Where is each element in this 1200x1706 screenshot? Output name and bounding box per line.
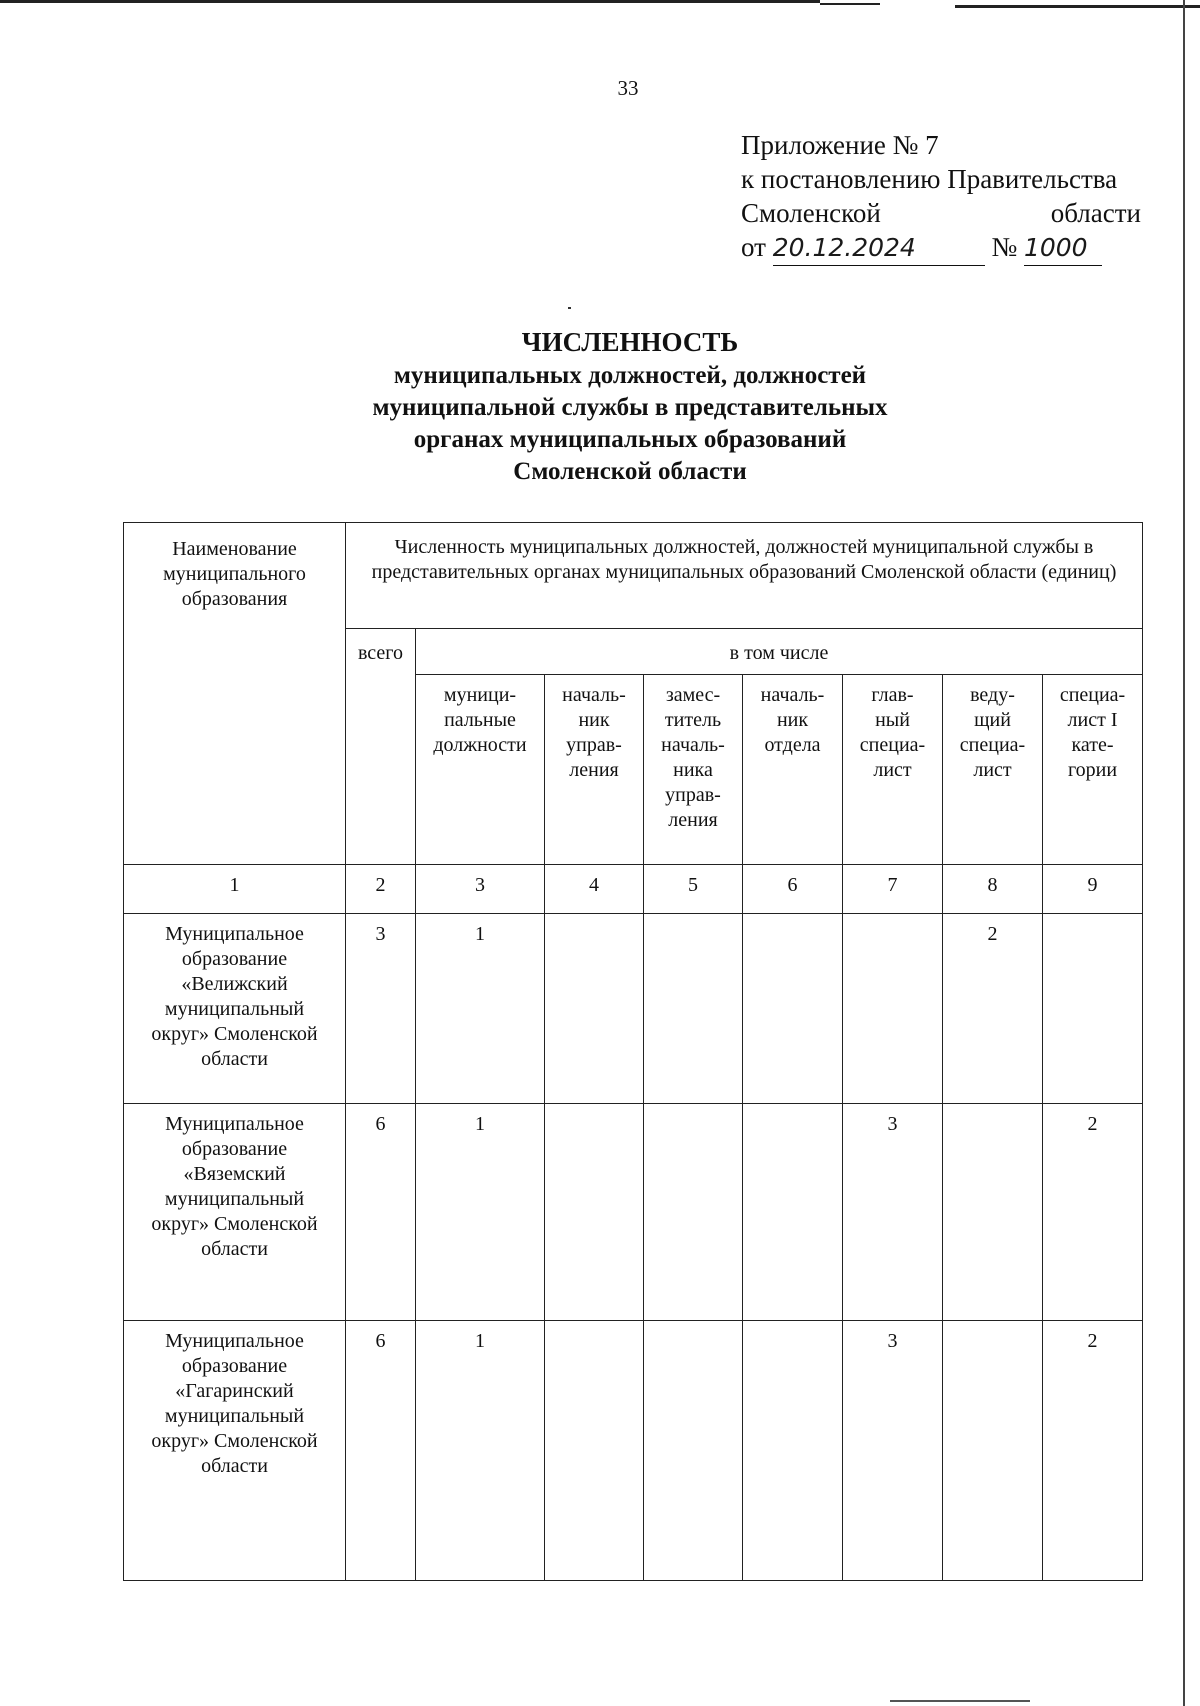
value-cell [644,914,743,1104]
value-cell [545,914,644,1104]
title-line-2: муниципальных должностей, должностей [393,362,867,389]
header-row-1 [124,523,1143,629]
scan-edge-top-right [955,5,1200,8]
column-number: 3 [416,865,545,914]
column-number: 1 [124,865,346,914]
appendix-oblast: области [1050,198,1141,228]
value-cell: 3 [843,1321,943,1581]
value-cell: 2 [943,914,1043,1104]
value-cell: 2 [1043,1104,1143,1321]
number-prefix: № [991,232,1018,262]
title-line-5: Смоленской области [513,458,747,485]
value-cell: 1 [416,1321,545,1581]
scan-edge-top-fragment [820,3,880,5]
header-sub-cell: началь- ник отдела [743,675,843,865]
document-title [250,326,1010,488]
column-number: 9 [1043,865,1143,914]
table-row [124,1321,1143,1581]
title-line-4: органах муниципальных образований [413,426,847,453]
column-number: 2 [346,865,416,914]
value-cell: 2 [1043,1321,1143,1581]
municipality-name: Муниципальное образование «Велижский муниципальный округ» Смоленской области [151,923,318,1070]
municipality-name-cell [124,914,346,1104]
column-number: 4 [545,865,644,914]
value-cell [943,1321,1043,1581]
page-number: 33 [617,76,639,100]
date-prefix: от [741,232,766,262]
value-cell: 6 [346,1321,416,1581]
column-number: 7 [843,865,943,914]
municipality-name: Муниципальное образование «Вяземский муниципальный округ» Смоленской области [151,1113,318,1260]
column-number-row [124,865,1143,914]
scan-edge-bottom-fragment [890,1700,1030,1702]
table-row [124,914,1143,1104]
handwritten-date: 20.12.2024 [773,231,985,266]
header-sub-cell: замес- титель началь- ника управ- ления [644,675,743,865]
value-cell: 1 [416,914,545,1104]
title-main: ЧИСЛЕННОСТЬ [521,327,739,357]
value-cell [743,1321,843,1581]
value-cell [743,914,843,1104]
header-sub-cell: веду- щий специа- лист [943,675,1043,865]
value-cell [644,1321,743,1581]
value-cell: 3 [843,1104,943,1321]
value-cell [545,1321,644,1581]
value-cell: 1 [416,1104,545,1321]
appendix-date-line [741,230,1141,266]
header-name-cell: Наименование муниципального образования [124,523,346,865]
title-line-3: муниципальной службы в представительных [372,394,888,421]
appendix-reference: к постановлению Правительства [741,164,1118,194]
column-number: 6 [743,865,843,914]
scan-edge-right [1183,0,1185,1706]
column-number: 8 [943,865,1043,914]
value-cell [644,1104,743,1321]
header-including-cell: в том числе [416,629,1143,675]
value-cell [943,1104,1043,1321]
value-cell [1043,914,1143,1104]
appendix-region-line [741,196,1141,230]
header-total-cell: всего [346,629,416,865]
stray-dot [568,307,571,309]
value-cell [743,1104,843,1321]
handwritten-number: 1000 [1024,231,1102,266]
value-cell: 3 [346,914,416,1104]
staffing-table [123,522,1143,1581]
municipality-name-cell [124,1321,346,1581]
municipality-name: Муниципальное образование «Гагаринский муниципальный округ» Смоленской области [151,1330,318,1477]
header-sub-cell: глав- ный специа- лист [843,675,943,865]
scan-edge-top [0,0,820,3]
header-sub-cell: муници- пальные должности [416,675,545,865]
value-cell [843,914,943,1104]
appendix-region: Смоленской [741,198,881,228]
header-sub-cell: началь- ник управ- ления [545,675,644,865]
value-cell: 6 [346,1104,416,1321]
column-number: 5 [644,865,743,914]
appendix-title: Приложение № 7 [741,130,939,160]
table-row [124,1104,1143,1321]
header-sub-cell: специа- лист I кате- гории [1043,675,1143,865]
appendix-block [741,128,1141,266]
header-main-cell: Численность муниципальных должностей, должностей муниципальной службы в представительных органах муниципальных образований Смоленской области (единиц) [346,523,1143,629]
municipality-name-cell [124,1104,346,1321]
value-cell [545,1104,644,1321]
